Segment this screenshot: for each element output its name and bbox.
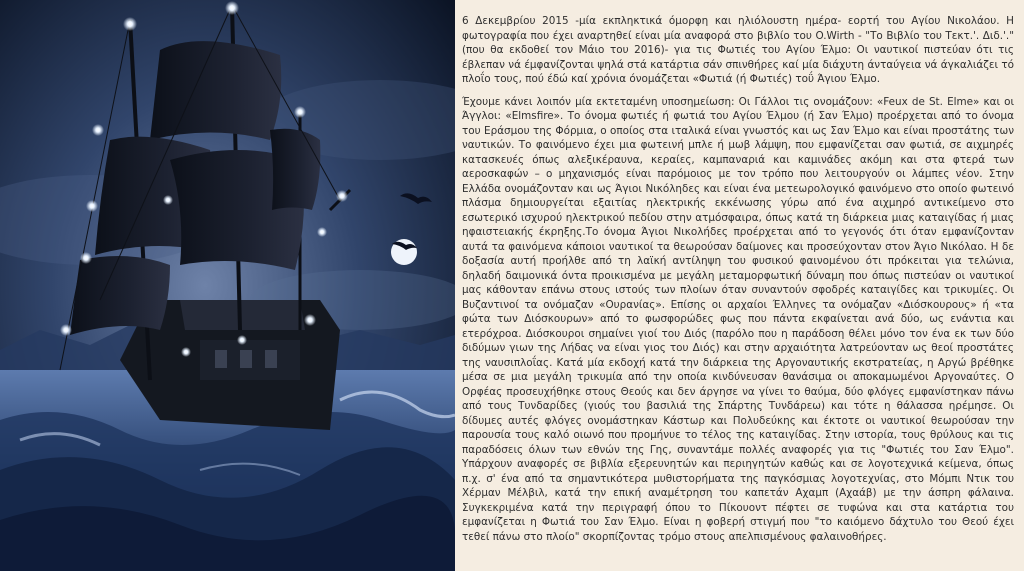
night-sea-ship-scene: [0, 0, 455, 571]
ship-illustration: [0, 0, 455, 571]
article-paragraph-intro: 6 Δεκεμβρίου 2015 -μία εκπληκτικά όμορφη και ηλιόλουστη ημέρα- εορτή του Αγίου Νικολάου. Η φωτογραφία που έχει αναρτηθεί είναι μία αναφορά στο βιβλίο του O.Wirth - "Το Βιβλίο του Τεκτ.'. Διδ.'." (που θα εκδοθεί τον Μάιο του 2016)- για τις Φωτιές του Αγίου Έλμο: Οι ναυτικοί πιστεύαν ότι τις έβλεπαν νά έμφανίζονται ψηλά στά κατάρτια σάν σπινθήρες καί μία διάχυτη άνταύγεια νά άγκαλιάζει τό πλοΐο τους, πού έδώ καί χρόνια όνομάζεται «Φωτιά (ή Φωτιές) τοΰ Άγιου Έλμο.: [462, 15, 1014, 85]
article-text: [462, 14, 1014, 566]
article-paragraph-footnote: Έχουμε κάνει λοιπόν μία εκτεταμένη υποσημείωση: Οι Γάλλοι τις ονομάζουν: «Feux de St. Elme» και οι Άγγλοι: «Elmsfire». Το όνομα φωτιές ή φωτιά του Αγίου Έλμου (ή Σαν Έλμο) προέρχεται από το όνομα του Εράσμου της Φόρμια, ο οποίος στα ιταλικά είναι γνωστός και ως Σαν Έλμο και είναι προστάτης των ναυτικών. Το φαινόμενο έχει μια φωτεινή μπλε ή μωβ λάμψη, που εμφανίζεται σαν φωτιά, σε αιχμηρές κατασκευές όπως αλεξικέραυνα, κεραίες, καμπαναριά και καμινάδες ακόμη και στα φτερά των αεροσκαφών – ο μηχανισμός είναι παρόμοιος με τον τρόπο που λειτουργούν οι λάμπες νέον. Στην Ελλάδα ονομάζονταν και ως Άγιοι Νικόληδες και είναι ένα μετεωρολογικό φαινόμενο στο οποίο φωτεινό πλάσμα δημιουργείται εξαιτίας ηλεκτρικής εκκένωσης γύρω από ένα αιχμηρό αντικείμενο στο εσωτερικό ισχυρού ηλεκτρικού πεδίου στην ατμόσφαιρα, όπως κατά τη διάρκεια μιας καταιγίδας ή μιας ηφαιστειακής έκρηξης.Το όνομα Άγιοι Νικολήδες προέρχεται από το γεγονός ότι όταν εμφανίζονταν αυτά τα φαινόμενα κάποιοι ναυτικοί τα θεωρούσαν δαίμονες και προσεύχονταν στον Άγιο Νικόλαο. Η δε δοξασία αυτή προήλθε από τη λαϊκή αντίληψη του φυσικού φαινομένου ότι πρόκειται για τελώνια, δηλαδή δαιμονικά όντα προικισμένα με μεγάλη μεταμορφωτική δύναμη που όπως πιστεύαν οι ναυτικοί μας κάθονταν επάνω στους ιστούς των πλοίων όταν συναντούν σφοδρές καταιγίδες και τρικυμίες. Οι Βυζαντινοί τα ονόμαζαν «Ουρανίας». Επίσης οι αρχαίοι Έλληνες τα ονόμαζαν «Διόσκουρους» ή «τα φώτα των Διόσκουρων» από το φωσφορώδες φως που πάντα εκφαίνεται ανά δύο, ως ενάντια και ετερόχροα. Διόσκουροι σημαίνει γιοί του Διός (παρόλο που η παράδοση θέλει μόνο τον ένα εκ των δύο διδύμων γιων της Λήδας να είναι γιος του Διός) και στην αρχαιότητα λατρεύονταν ως θεοί προστάτες της ναυσιπλοΐας. Κατά μία εκδοχή κατά την διάρκεια της Αργοναυτικής εκστρατείας, η Αργώ βρέθηκε μέσα σε μια μεγάλη τρικυμία από την οποία κινδύνευσαν θανάσιμα οι αποκαμωμένοι Αργοναύτες. Ο Ορφέας προσευχήθηκε στους Θεούς και δεν άργησε να γίνει το θαύμα, δύο φλόγες εμφανίστηκαν πάνω από τους Τυνδαρίδες (γιούς του βασιλιά της Σπάρτης Τυνδάρεω) και τότε η θάλασσα ηρέμησε. Οι δίδυμες αυτές φλόγες ονομάστηκαν Κάστωρ και Πολυδεύκης και έκτοτε οι ναυτικοί θεωρούσαν την παρουσία τους καλό οιωνό που προμήνυε το τέλος της καταιγίδας. Στην ιστορία, τους θρύλους και τις παραδόσεις όλων των εθνών της Γης, συναντάμε πολλές αναφορές για τις "Φωτιές του Σαν Έλμο". Υπάρχουν αναφορές σε βιβλία εξερευνητών και περιηγητών καθώς και σε λογοτεχνικά κείμενα, όπως π.χ. σ' ένα από τα σημαντικότερα μυθιστορήματα της παγκόσμιας λογοτεχνίας, στο Μόμπι Ντικ του Χέρμαν Μέλβιλ, κατά την επική αναμέτρηση του καπετάν Αχαμπ (Αχαάβ) με την άσπρη φάλαινα. Συγκεκριμένα κατά την περιγραφή όπου το Πίκουοντ πέφτει σε τυφώνα και στα κατάρτια του εμφανίζεται η Φωτιά του Σαν Έλμο. Είναι η φοβερή στιγμή που "το καιόμενο δάχτυλο του Θεού έχει τεθεί πάνω στο πλοίο" σκορπίζοντας τρόμο στους απελπισμένους φαλαινοθήρες.: [462, 95, 1014, 543]
